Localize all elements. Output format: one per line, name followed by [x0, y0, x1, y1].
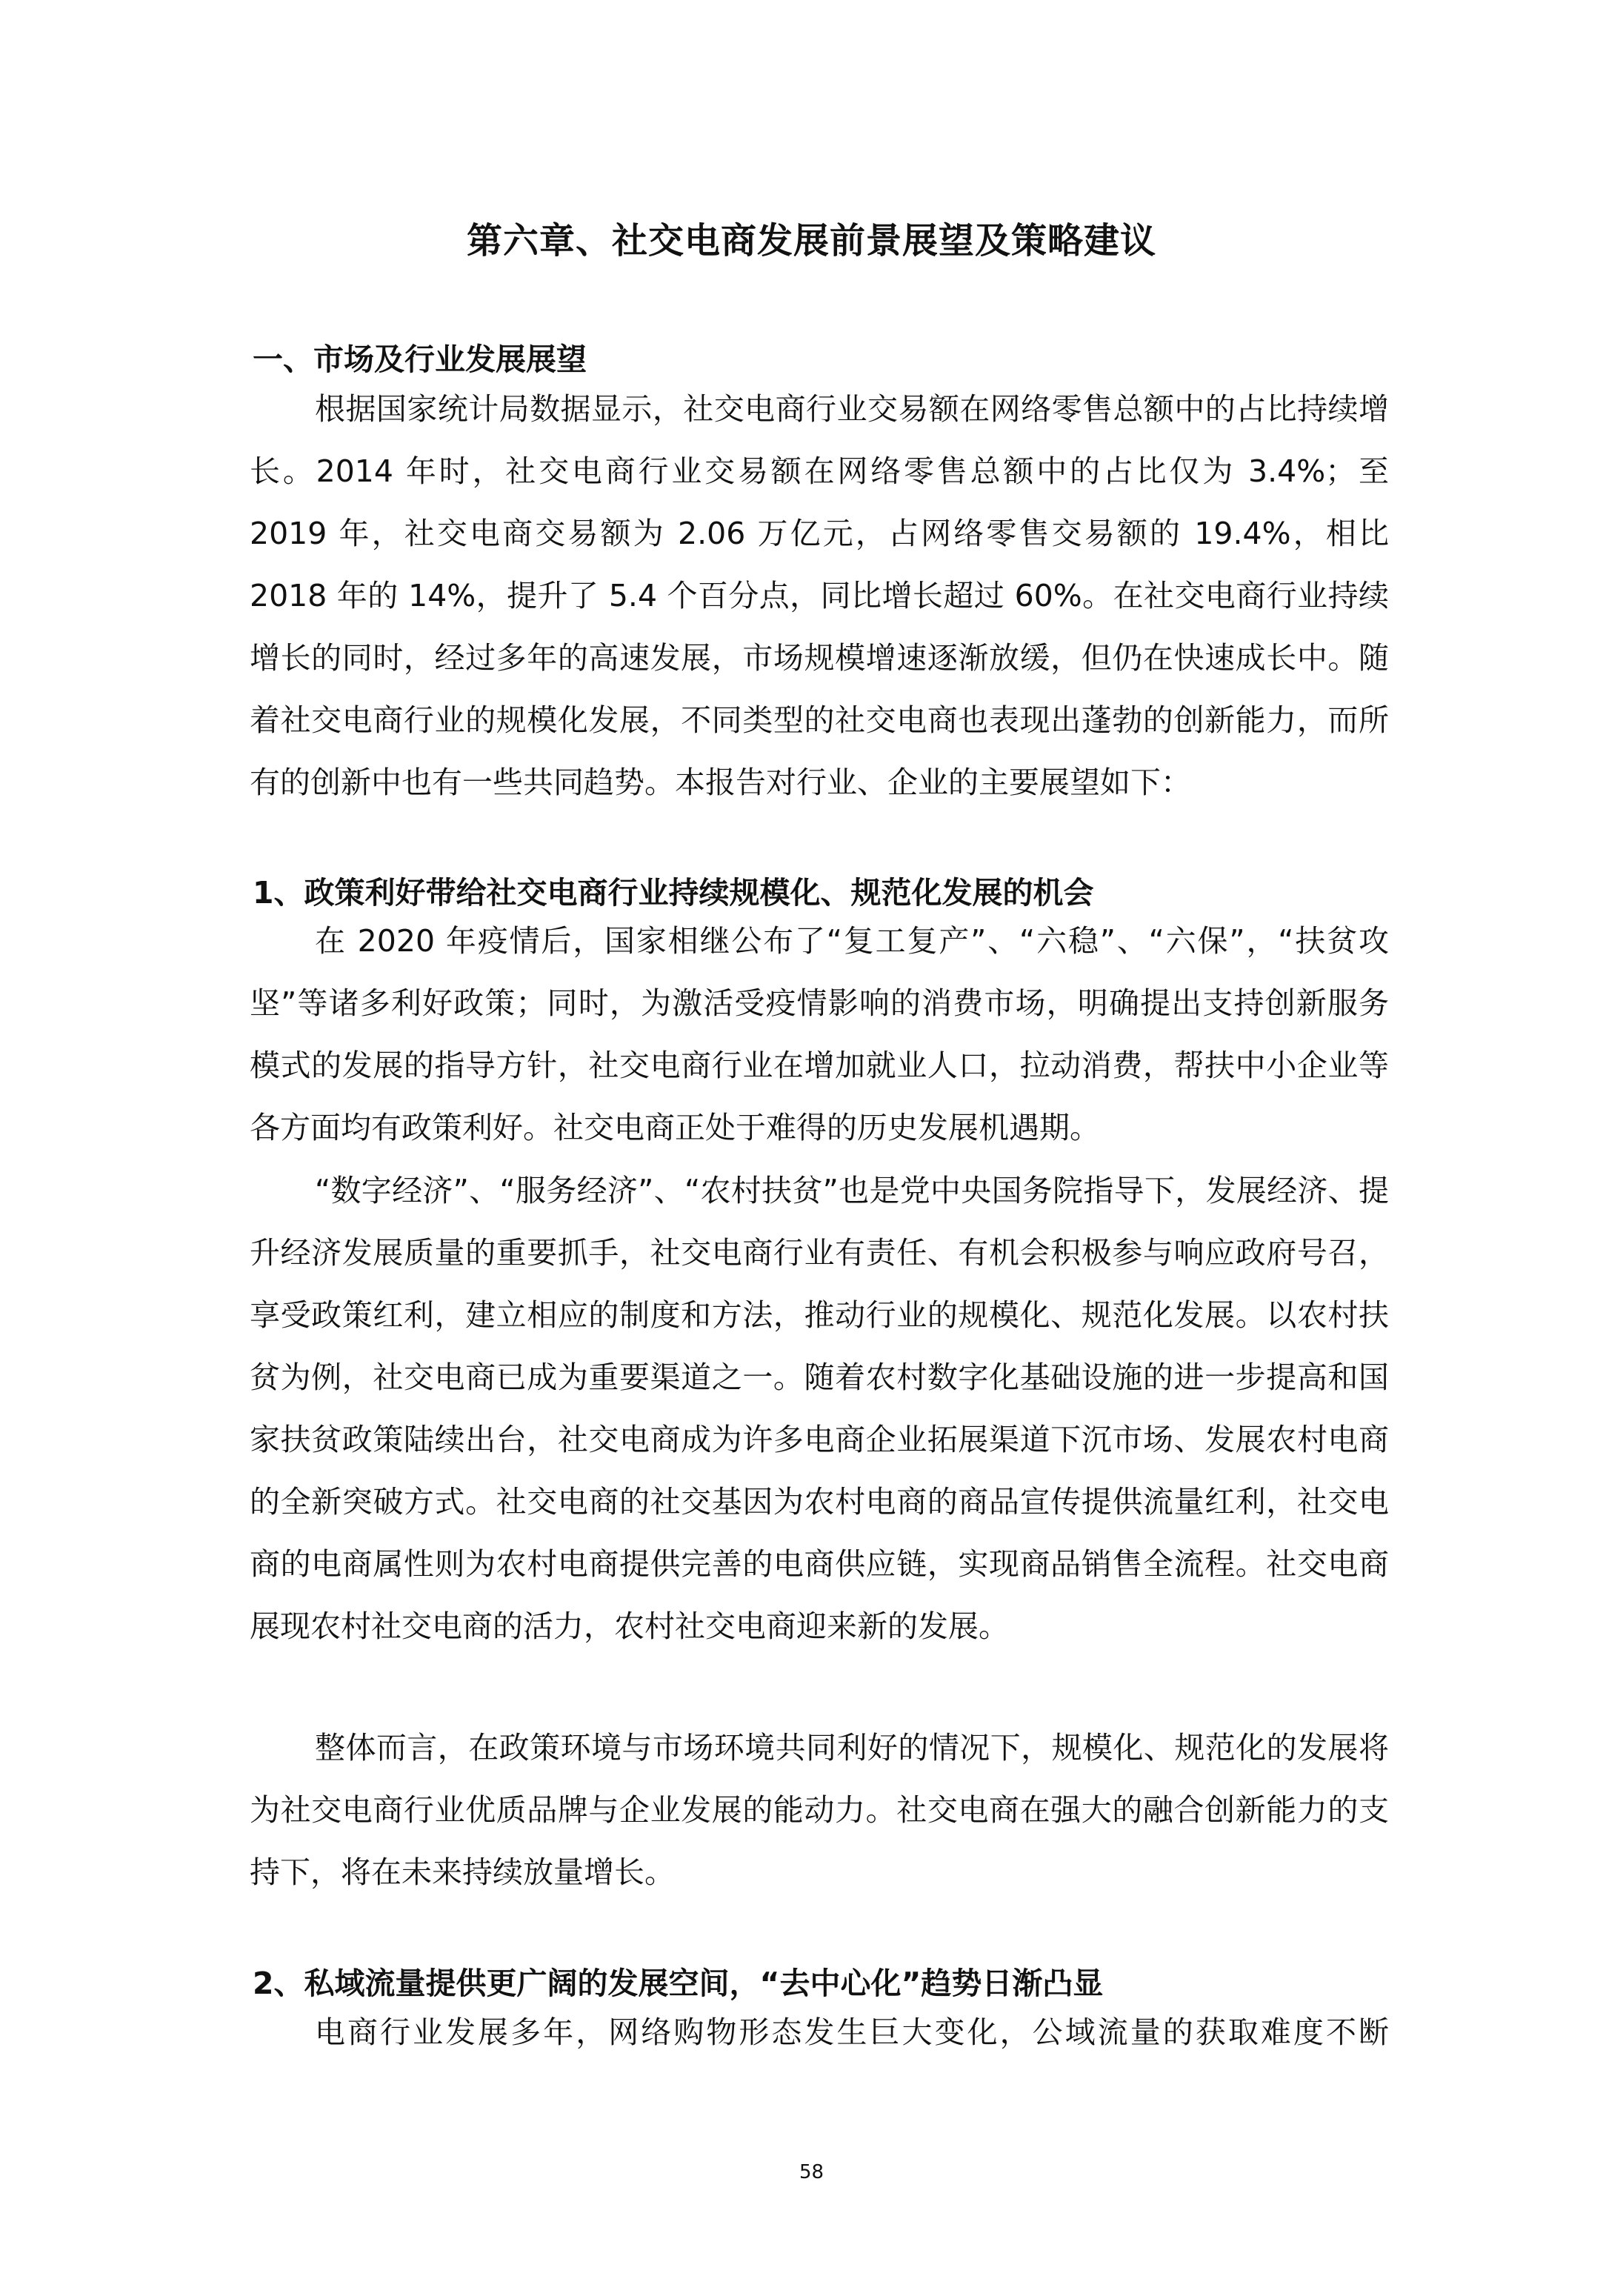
paragraph-policy-1: 在 2020 年疫情后，国家相继公布了“复工复产”、“六稳”、“六保”，“扶贫攻坚”等诸多利好政策；同时，为激活受疫情影响的消费市场，明确提出支持创新服务模式的发展的指导方针，社交电商行业在增加就业人口，拉动消费，帮扶中小企业等各方面均有政策利好。社交电商正处于难得的历史发展机遇期。: [250, 923, 1389, 1145]
section-heading-market-outlook: 一、市场及行业发展展望: [253, 342, 587, 377]
page-number: 58: [799, 2161, 824, 2183]
paragraph-market-outlook: 根据国家统计局数据显示，社交电商行业交易额在网络零售总额中的占比持续增长。2014 年时，社交电商行业交易额在网络零售总额中的占比仅为 3.4%；至 2019 年，社交电商交易额为 2.06 万亿元，占网络零售交易额的 19.4%，相比 2018 年的 14%，提升了 5.4 个百分点，同比增长超过 60%。在社交电商行业持续增长的同时，经过多年的高速发展，市场规模增速逐渐放缓，但仍在快速成长中。随着社交电商行业的规模化发展，不同类型的社交电商也表现出蓬勃的创新能力，而所有的创新中也有一些共同趋势。本报告对行业、企业的主要展望如下：: [250, 391, 1389, 800]
paragraph-private-traffic: 电商行业发展多年，网络购物形态发生巨大变化，公域流量的获取难度不断: [315, 2014, 1389, 2050]
paragraph-policy-3: 整体而言，在政策环境与市场环境共同利好的情况下，规模化、规范化的发展将为社交电商行业优质品牌与企业发展的能动力。社交电商在强大的融合创新能力的支持下，将在未来持续放量增长。: [250, 1730, 1389, 1890]
chapter-title: 第六章、社交电商发展前景展望及策略建议: [466, 220, 1156, 262]
paragraph-policy-2: “数字经济”、“服务经济”、“农村扶贫”也是党中央国务院指导下，发展经济、提升经济发展质量的重要抓手，社交电商行业有责任、有机会积极参与响应政府号召，享受政策红利，建立相应的制度和方法，推动行业的规模化、规范化发展。以农村扶贫为例，社交电商已成为重要渠道之一。随着农村数字化基础设施的进一步提高和国家扶贫政策陆续出台，社交电商成为许多电商企业拓展渠道下沉市场、发展农村电商的全新突破方式。社交电商的社交基因为农村电商的商品宣传提供流量红利，社交电商的电商属性则为农村电商提供完善的电商供应链，实现商品销售全流程。社交电商展现农村社交电商的活力，农村社交电商迎来新的发展。: [250, 1173, 1389, 1644]
subsection-heading-policy: 1、政策利好带给社交电商行业持续规模化、规范化发展的机会: [253, 875, 1094, 911]
subsection-heading-private-traffic: 2、私域流量提供更广阔的发展空间，“去中心化”趋势日渐凸显: [253, 1966, 1104, 2001]
